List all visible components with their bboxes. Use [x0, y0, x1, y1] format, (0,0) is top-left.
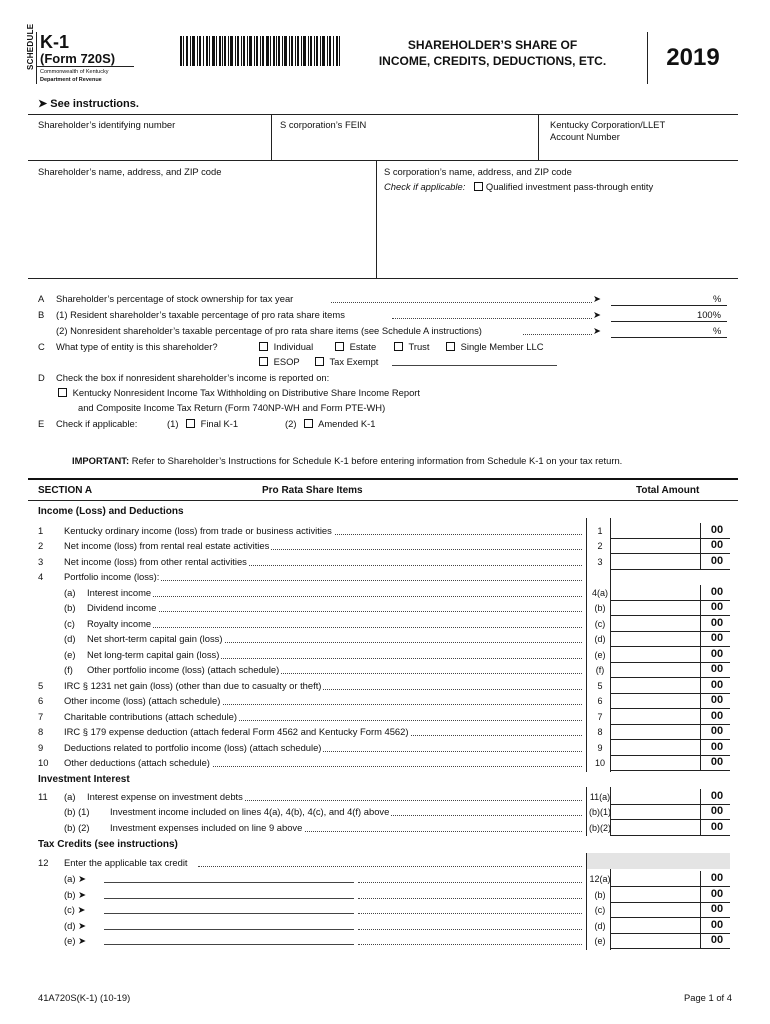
line-num: 7	[38, 711, 44, 722]
invest-line-sub: (a)	[64, 791, 76, 802]
line-sub: (d)	[64, 633, 76, 644]
line-box-label: (c)	[594, 619, 606, 629]
final-k1-checkbox[interactable]	[186, 419, 195, 428]
item-d-option	[58, 387, 420, 399]
line-box-label: 8	[597, 727, 603, 737]
entity-estate	[335, 341, 376, 353]
estate-checkbox[interactable]	[335, 342, 344, 351]
line-cents-divider	[700, 585, 701, 601]
llet-label: Kentucky Corporation/LLET	[550, 119, 666, 130]
credit-sub: (c) ➤	[64, 904, 86, 915]
esop-checkbox[interactable]	[259, 357, 268, 366]
item-a-letter: A	[38, 293, 45, 304]
important-label: IMPORTANT:	[72, 455, 130, 466]
line-cents-divider	[700, 740, 701, 756]
invest-line-label: Investment income included on lines 4(a), 4(b), 4(c), and 4(f) above	[110, 806, 390, 817]
item-d-option-1: Kentucky Nonresident Income Tax Withholding on Distributive Share Income Report	[72, 387, 421, 398]
line-cents-divider	[700, 631, 701, 647]
invest-line-cents-divider	[700, 804, 701, 820]
shareholder-name-input[interactable]	[30, 182, 372, 274]
line-cents: 00	[710, 539, 724, 551]
amended-k1-label: Amended K-1	[318, 418, 376, 429]
line-box-label: 4(a)	[591, 588, 608, 598]
item-b1-percent: 100%	[697, 309, 721, 320]
invest-line-cents-divider	[700, 789, 701, 805]
line-label: Portfolio income (loss):	[64, 571, 160, 582]
credit-sub: (b) ➤	[64, 889, 86, 900]
qualified-investment-label: Qualified investment pass-through entity	[485, 181, 654, 192]
line-leader	[91, 587, 582, 597]
credit-name-input[interactable]	[104, 920, 354, 930]
nonresident-withholding-checkbox[interactable]	[58, 388, 67, 397]
corp-name-label: S corporation’s name, address, and ZIP code	[384, 166, 572, 177]
item-b2-text: (2) Nonresident shareholder’s taxable percentage of pro rata share items (see Schedule A instructions)	[56, 325, 482, 336]
footer-form-code: 41A720S(K-1) (10-19)	[38, 992, 131, 1003]
line-12-num: 12	[38, 857, 49, 868]
credit-name-input[interactable]	[104, 935, 354, 945]
credit-box-label: (c)	[594, 905, 606, 915]
form-number: (Form 720S)	[40, 51, 116, 66]
line-cents: 00	[710, 694, 724, 706]
invest-line-cents-divider	[700, 820, 701, 836]
invest-line-cents: 00	[710, 790, 724, 802]
line-num: 10	[38, 757, 49, 768]
important-note	[72, 455, 622, 467]
item-e-text: Check if applicable:	[56, 418, 138, 429]
line-12-label: Enter the applicable tax credit	[64, 857, 188, 868]
form-name: K-1	[40, 32, 70, 52]
line-cents-divider	[700, 678, 701, 694]
line-cents: 00	[710, 710, 724, 722]
barcode	[180, 36, 340, 66]
credit-cents: 00	[710, 919, 724, 931]
tax-exempt-checkbox[interactable]	[315, 357, 324, 366]
credit-box-label: (d)	[594, 921, 606, 931]
entity-tax-exempt	[315, 356, 378, 368]
line-label: Net income (loss) from other rental activities	[64, 556, 247, 567]
item-d-text: Check the box if nonresident shareholder’s income is reported on:	[56, 372, 330, 383]
line-box-label: (d)	[594, 634, 606, 644]
line-cents: 00	[710, 725, 724, 737]
single-member-llc-label: Single Member LLC	[460, 341, 544, 352]
footer-page: Page 1 of 4	[684, 992, 732, 1003]
stock-ownership-input[interactable]	[611, 292, 727, 306]
line-sub: (e)	[64, 649, 76, 660]
line-cents-divider	[700, 662, 701, 678]
department-name: Department of Revenue	[40, 77, 102, 83]
llet-label-2: Account Number	[550, 131, 620, 142]
line-label: Net income (loss) from rental real estate activities	[64, 540, 270, 551]
credit-name-input[interactable]	[104, 889, 354, 899]
arrow-icon: ➤	[593, 325, 601, 336]
credit-leader	[358, 935, 582, 945]
credit-leader	[358, 889, 582, 899]
item-b2-percent: %	[713, 325, 722, 336]
line-label: IRC § 1231 net gain (loss) (other than due to casualty or theft)	[64, 680, 322, 691]
line-box-label: 1	[597, 526, 603, 536]
line-box-label: 2	[597, 541, 603, 551]
amended-k1-num: (2)	[285, 418, 297, 429]
line-label: Net long-term capital gain (loss)	[87, 649, 220, 660]
line-cents-divider	[700, 600, 701, 616]
credit-cents-divider	[700, 887, 701, 903]
individual-checkbox[interactable]	[259, 342, 268, 351]
shareholder-name-label: Shareholder’s name, address, and ZIP code	[38, 166, 222, 177]
item-d-letter: D	[38, 372, 45, 383]
individual-label: Individual	[273, 341, 314, 352]
item-a-text: Shareholder’s percentage of stock ownership for tax year	[56, 293, 294, 304]
line-num: 5	[38, 680, 44, 691]
entity-smllc	[446, 341, 543, 353]
tax-exempt-label: Tax Exempt	[329, 356, 379, 367]
check-if-applicable-label: Check if applicable:	[384, 181, 466, 192]
line-cents-divider	[700, 755, 701, 771]
line-label: Royalty income	[87, 618, 152, 629]
line-cents: 00	[710, 601, 724, 613]
line-box-label: (e)	[594, 650, 606, 660]
schedule-vertical-label: SCHEDULE	[26, 23, 35, 70]
line-box-label: (f)	[595, 665, 605, 675]
items-header: Pro Rata Share Items	[262, 485, 363, 496]
line-cents: 00	[710, 632, 724, 644]
invest-line-sub: (b) (2)	[64, 822, 90, 833]
line-label: Other income (loss) (attach schedule)	[64, 695, 221, 706]
credit-leader	[358, 904, 582, 914]
line-box-label: 5	[597, 681, 603, 691]
line-label: Dividend income	[87, 602, 157, 613]
line-label: Other deductions (attach schedule)	[64, 757, 210, 768]
qualified-investment-row	[384, 181, 653, 193]
line-cents-divider	[700, 554, 701, 570]
credit-leader	[358, 920, 582, 930]
credit-sub: (a) ➤	[64, 873, 86, 884]
final-k1-option	[186, 418, 238, 430]
corp-name-input[interactable]	[380, 198, 734, 274]
important-text: Refer to Shareholder’s Instructions for Schedule K-1 before entering information from Schedule K-1 on your tax return.	[131, 455, 623, 466]
line-leader	[91, 602, 582, 612]
line-num: 1	[38, 525, 44, 536]
entity-trust	[394, 341, 429, 353]
line-sub: (a)	[64, 587, 76, 598]
credit-cents-divider	[700, 933, 701, 949]
fein-label: S corporation’s FEIN	[280, 119, 367, 130]
invest-line-box-label: (b)(2)	[589, 823, 611, 833]
amended-k1-checkbox[interactable]	[304, 419, 313, 428]
entity-esop	[259, 356, 300, 368]
line-cents: 00	[710, 648, 724, 660]
amended-k1-option	[304, 418, 375, 430]
line-num: 4	[38, 571, 44, 582]
final-k1-label: Final K-1	[200, 418, 239, 429]
line-sub: (b)	[64, 602, 76, 613]
credit-cents-divider	[700, 902, 701, 918]
line-cents-divider	[700, 693, 701, 709]
llet-account-input[interactable]	[541, 145, 736, 159]
credit-sub: (d) ➤	[64, 920, 86, 931]
line-leader	[91, 618, 582, 628]
line-label: Net short-term capital gain (loss)	[87, 633, 223, 644]
line-label: Deductions related to portfolio income (loss) (attach schedule)	[64, 742, 322, 753]
esop-label: ESOP	[273, 356, 300, 367]
income-header: Income (Loss) and Deductions	[38, 506, 184, 517]
line-cents-divider	[700, 647, 701, 663]
credit-sub: (e) ➤	[64, 935, 86, 946]
line-label: Other portfolio income (loss) (attach schedule)	[87, 664, 280, 675]
trust-checkbox[interactable]	[394, 342, 403, 351]
line-sub: (f)	[64, 664, 73, 675]
fein-input[interactable]	[274, 140, 534, 158]
trust-label: Trust	[408, 341, 430, 352]
line-cents: 00	[710, 756, 724, 768]
credit-cents-divider	[700, 871, 701, 887]
line-box-label: (b)	[594, 603, 606, 613]
invest-line-box-label: (b)(1)	[589, 807, 611, 817]
final-k1-num: (1)	[167, 418, 179, 429]
credit-cents: 00	[710, 888, 724, 900]
nonresident-percentage-input[interactable]	[611, 324, 727, 338]
credit-box-label: 12(a)	[589, 874, 611, 884]
invest-line-cents: 00	[710, 805, 724, 817]
invest-line-label: Investment expenses included on line 9 above	[110, 822, 303, 833]
credit-leader	[358, 873, 582, 883]
line-label: IRC § 179 expense deduction (attach federal Form 4562 and Kentucky Form 4562)	[64, 726, 409, 737]
estate-label: Estate	[349, 341, 377, 352]
item-d-option-2: and Composite Income Tax Return (Form 740NP-WH and Form PTE-WH)	[78, 402, 386, 413]
investment-header: Investment Interest	[38, 774, 130, 785]
total-amount-header: Total Amount	[636, 485, 700, 496]
line-cents-divider	[700, 724, 701, 740]
line-num: 9	[38, 742, 44, 753]
line-cents: 00	[710, 679, 724, 691]
qualified-investment-checkbox[interactable]	[474, 182, 483, 191]
see-instructions: ➤ See instructions.	[38, 98, 139, 110]
line-cents: 00	[710, 741, 724, 753]
entity-individual	[259, 341, 313, 353]
line-cents-divider	[700, 538, 701, 554]
item-c-letter: C	[38, 341, 45, 352]
item-c-text: What type of entity is this shareholder?	[56, 341, 218, 352]
credit-box-label: (e)	[594, 936, 606, 946]
credit-name-input[interactable]	[104, 904, 354, 914]
line-label: Interest income	[87, 587, 152, 598]
line-cents-divider	[700, 709, 701, 725]
line-label: Charitable contributions (attach schedule)	[64, 711, 238, 722]
credit-name-input[interactable]	[104, 873, 354, 883]
line-num: 3	[38, 556, 44, 567]
line-cents: 00	[710, 555, 724, 567]
line-cents-divider	[700, 616, 701, 632]
agency-name: Commonwealth of Kentucky	[40, 69, 109, 75]
invest-line-num: 11	[38, 791, 48, 802]
line-label: Kentucky ordinary income (loss) from trade or business activities	[64, 525, 332, 536]
form-title-line1: SHAREHOLDER’S SHARE OF	[407, 38, 578, 52]
invest-line-sub: (b) (1)	[64, 806, 90, 817]
item-b-letter: B	[38, 309, 45, 320]
line-box-label: 6	[597, 696, 603, 706]
section-name: SECTION A	[38, 485, 93, 496]
line-box-label: 9	[597, 743, 603, 753]
tax-year: 2019	[666, 44, 720, 71]
item-e-letter: E	[38, 418, 45, 429]
invest-line-box-label: 11(a)	[589, 792, 611, 802]
line-box-label: 7	[597, 712, 603, 722]
line-cents: 00	[710, 617, 724, 629]
item-a-percent: %	[713, 293, 722, 304]
form-title-line2: INCOME, CREDITS, DEDUCTIONS, ETC.	[378, 54, 607, 68]
line-num: 8	[38, 726, 44, 737]
shareholder-id-label: Shareholder’s identifying number	[38, 119, 176, 130]
arrow-icon: ➤	[593, 309, 601, 320]
invest-line-label: Interest expense on investment debts	[87, 791, 243, 802]
credit-cents: 00	[710, 934, 724, 946]
arrow-icon: ➤	[593, 293, 601, 304]
line-cents-divider	[700, 523, 701, 539]
credit-cents: 00	[710, 872, 724, 884]
invest-line-cents: 00	[710, 821, 724, 833]
line-box-label: 3	[597, 557, 603, 567]
line-cents: 00	[710, 524, 724, 536]
credit-cents-divider	[700, 918, 701, 934]
tax-exempt-input[interactable]	[392, 356, 557, 366]
line-cents: 00	[710, 586, 724, 598]
line-sub: (c)	[64, 618, 75, 629]
credits-header: Tax Credits (see instructions)	[38, 839, 178, 850]
line-num: 2	[38, 540, 44, 551]
credit-cents: 00	[710, 903, 724, 915]
credit-box-label: (b)	[594, 890, 606, 900]
line-box-label: 10	[594, 758, 605, 768]
line-num: 6	[38, 695, 44, 706]
single-member-llc-checkbox[interactable]	[446, 342, 455, 351]
line-cents: 00	[710, 663, 724, 675]
shareholder-id-input[interactable]	[30, 140, 268, 158]
item-b1-text: (1) Resident shareholder’s taxable percentage of pro rata share items	[56, 309, 345, 320]
